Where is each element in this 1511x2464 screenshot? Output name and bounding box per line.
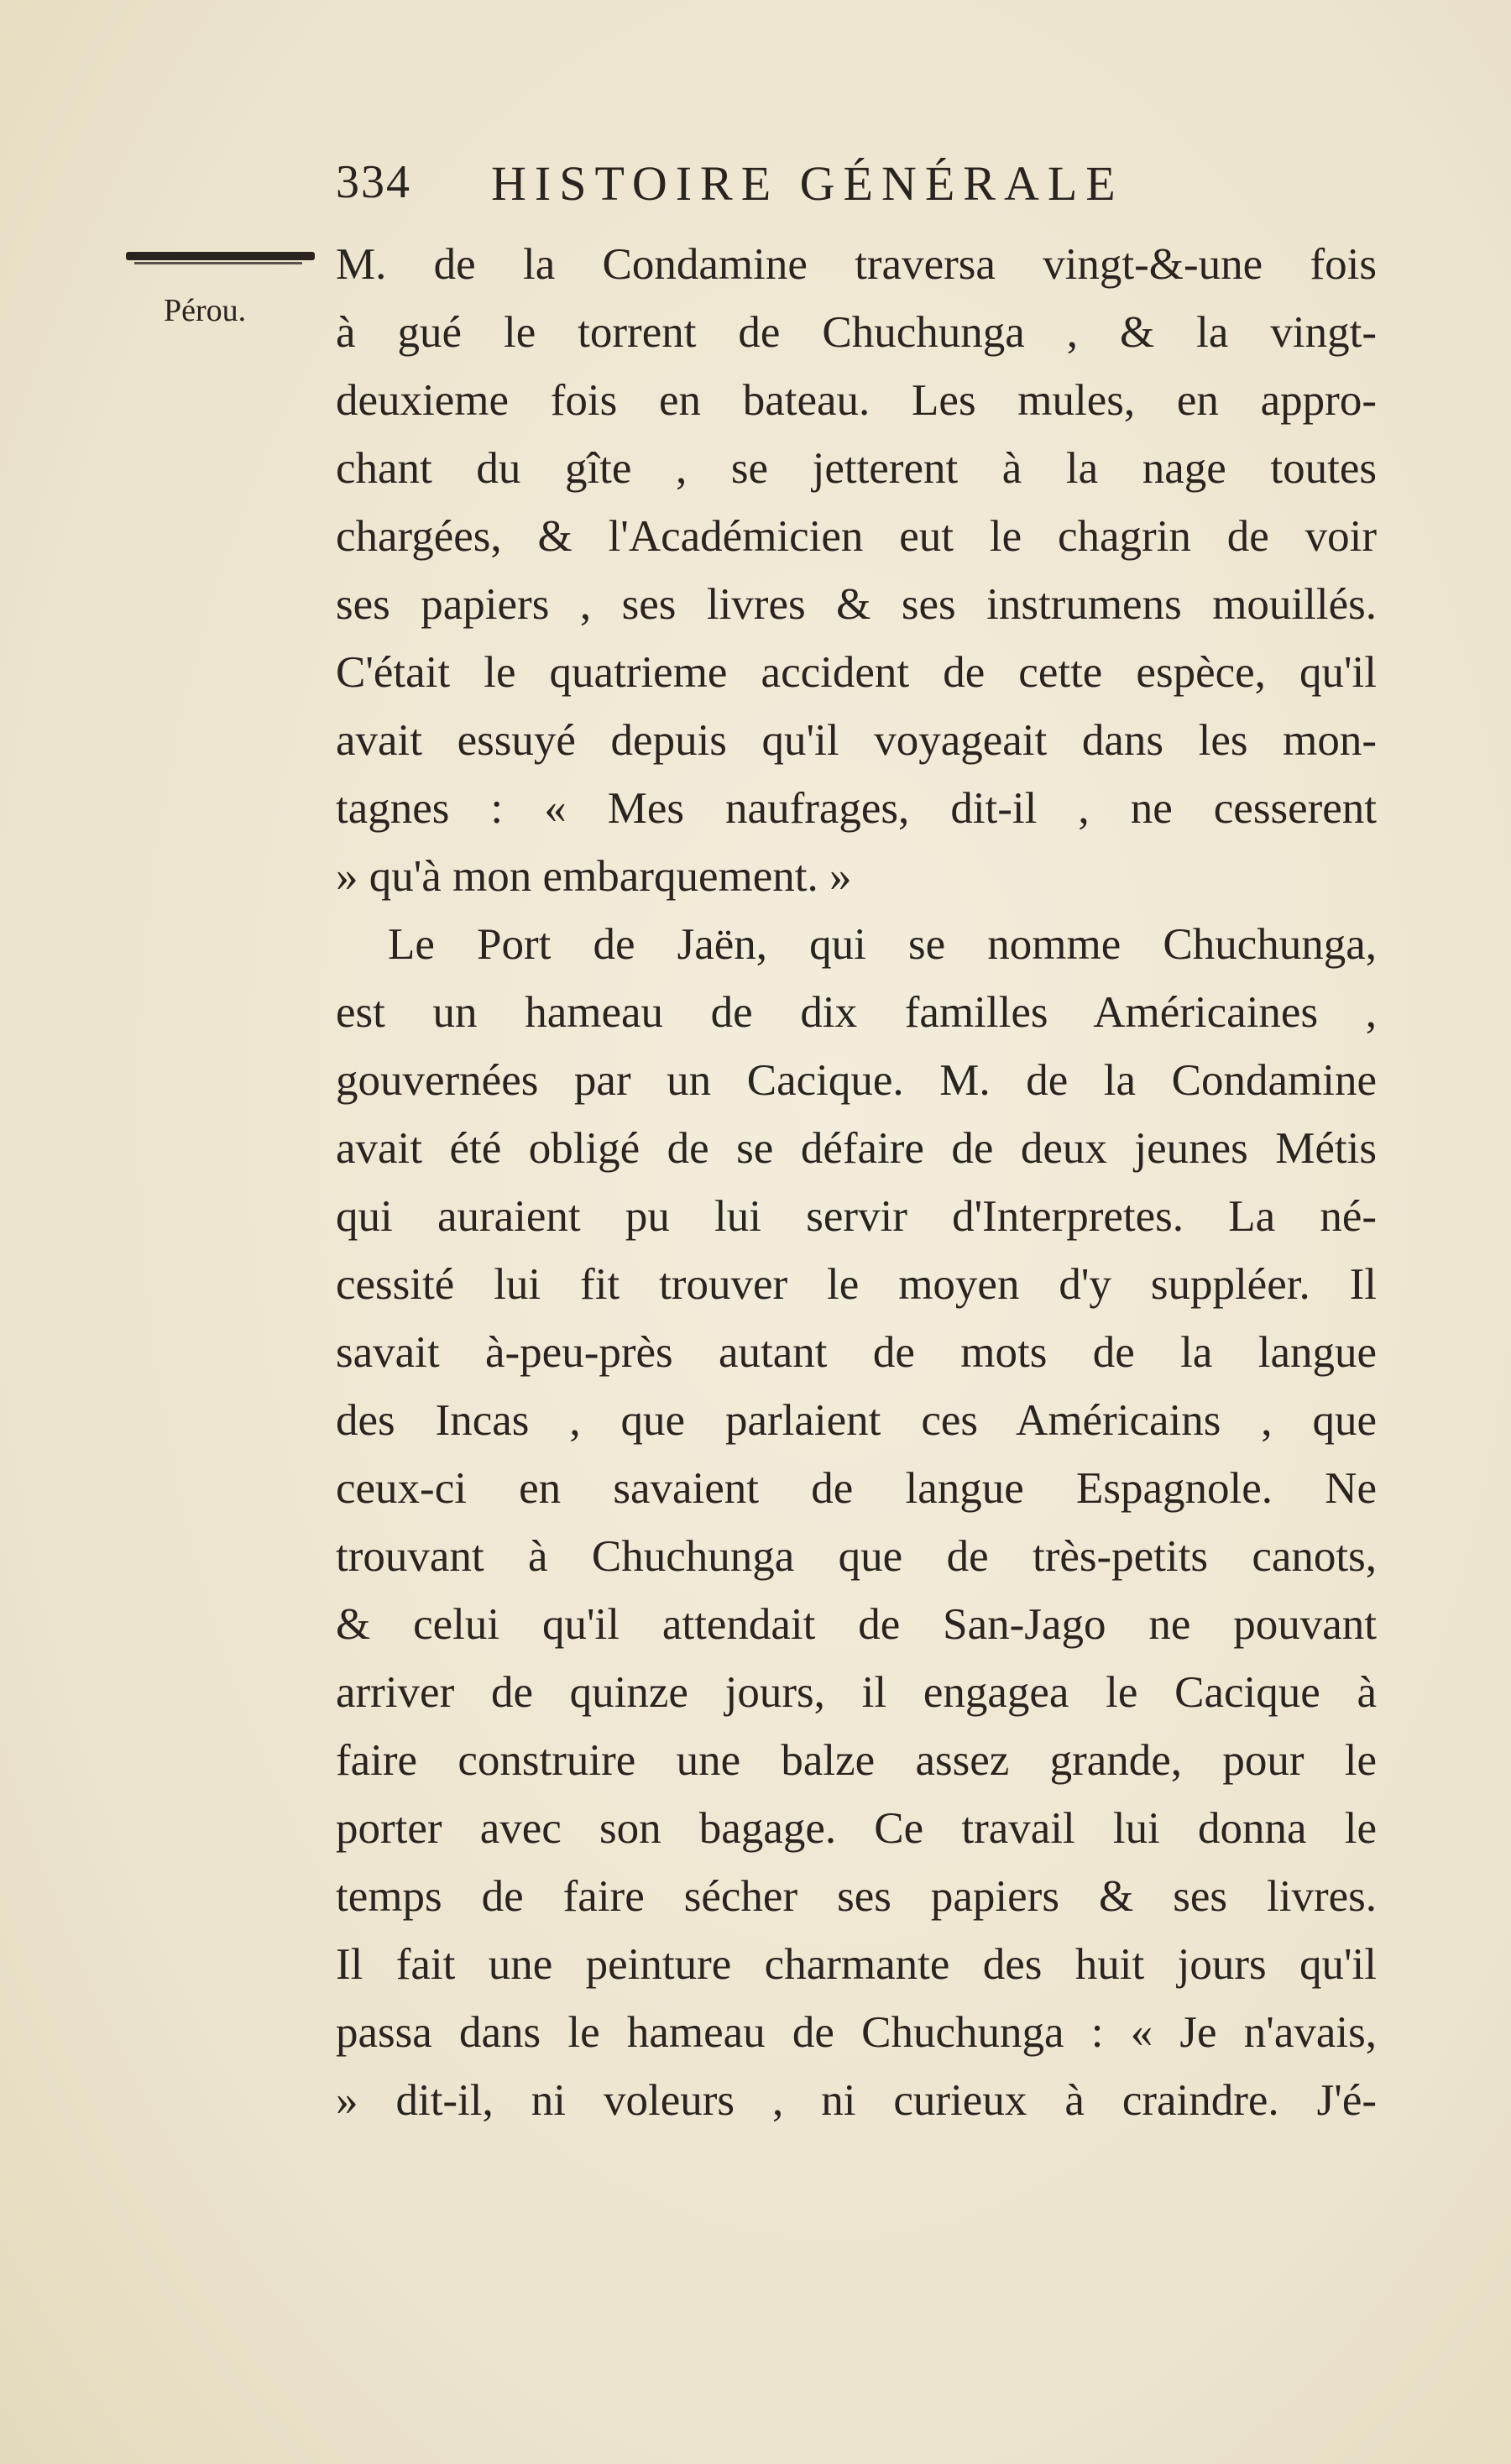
text-line: des Incas , que parlaient ces Américains , que xyxy=(336,1396,1377,1445)
text-line: ceux-ci en savaient de langue Espagnole. Ne xyxy=(336,1464,1377,1513)
text-line: ses papiers , ses livres & ses instrumens mouillés. xyxy=(336,580,1377,629)
text-line: est un hameau de dix familles Américaines , xyxy=(336,988,1377,1037)
text-line: arriver de quinze jours, il engagea le Cacique à xyxy=(336,1668,1377,1717)
text-line: chargées, & l'Académicien eut le chagrin de voir xyxy=(336,512,1377,561)
text-line: M. de la Condamine traversa vingt-&-une fois xyxy=(336,240,1377,289)
margin-rule xyxy=(126,252,315,260)
text-line: cessité lui fit trouver le moyen d'y suppléer. Il xyxy=(336,1260,1377,1309)
text-line: avait été obligé de se défaire de deux jeunes Métis xyxy=(336,1124,1377,1173)
page-number: 334 xyxy=(336,156,411,208)
margin-note: Pérou. xyxy=(164,293,247,328)
text-line: tagnes : « Mes naufrages, dit-il , ne cesserent xyxy=(336,784,1377,833)
text-line: temps de faire sécher ses papiers & ses livres. xyxy=(336,1872,1377,1921)
text-line: trouvant à Chuchunga que de très-petits canots, xyxy=(336,1532,1377,1581)
paragraph-start: Le Port de Jaën, qui se nomme Chuchunga, xyxy=(388,920,1377,969)
text-line: savait à-peu-près autant de mots de la langue xyxy=(336,1328,1377,1377)
text-line: porter avec son bagage. Ce travail lui donna le xyxy=(336,1804,1377,1853)
text-line: gouvernées par un Cacique. M. de la Condamine xyxy=(336,1056,1377,1105)
text-line: passa dans le hameau de Chuchunga : « Je n'avais, xyxy=(336,2008,1377,2057)
text-line: faire construire une balze assez grande, pour le xyxy=(336,1736,1377,1785)
text-line: C'était le quatrieme accident de cette espèce, qu'il xyxy=(336,648,1377,697)
text-line: qui auraient pu lui servir d'Interpretes. La né- xyxy=(336,1192,1377,1241)
text-line: Il fait une peinture charmante des huit jours qu'il xyxy=(336,1940,1377,1989)
text-line: & celui qu'il attendait de San-Jago ne pouvant xyxy=(336,1600,1377,1649)
body-text xyxy=(336,231,1377,2135)
page-header xyxy=(336,155,1251,222)
text-line: chant du gîte , se jetterent à la nage toutes xyxy=(336,444,1377,493)
text-line: » dit-il, ni voleurs , ni curieux à craindre. J'é- xyxy=(336,2076,1377,2125)
text-line: deuxieme fois en bateau. Les mules, en appro- xyxy=(336,376,1377,425)
text-line: à gué le torrent de Chuchunga , & la vingt- xyxy=(336,308,1377,357)
text-line: » qu'à mon embarquement. » xyxy=(336,852,852,901)
text-line: avait essuyé depuis qu'il voyageait dans les mon- xyxy=(336,716,1377,765)
running-title: HISTOIRE GÉNÉRALE xyxy=(491,156,1124,211)
